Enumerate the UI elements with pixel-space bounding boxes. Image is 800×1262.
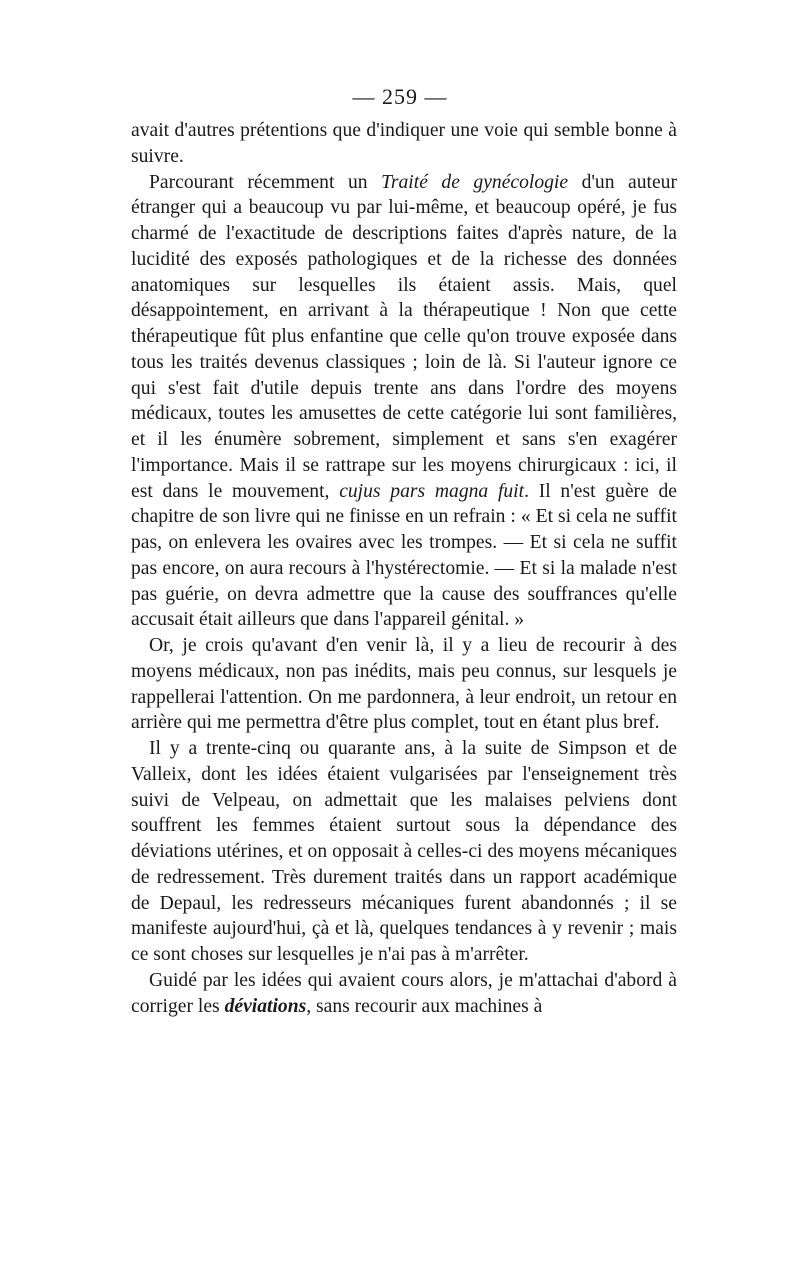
text-run: Guidé par les idées qui avaient cours alors, je m'attachai d'abord à corriger les — [131, 969, 677, 1017]
text-run: avait d'autres prétentions que d'indiquer une voie qui semble bonne à suivre. — [131, 120, 677, 167]
italic-latin-phrase: cujus pars magna fuit — [339, 480, 525, 502]
text-run: d'un auteur étranger qui a beaucoup vu par lui-même, et beaucoup opéré, je fus charmé de l'exactitude de descriptions faites d'après nature, de la lucidité des exposés pathologiques et de la richesse des données anatomiques sur lesquelles ils étaient assis. Mais, quel désappointement, en arrivant à la thérapeutique ! Non que cette thérapeutique fût plus enfantine que celle qu'on trouve exposée dans tous les traités devenus classiques ; loin de là. Si l'auteur ignore ce qui s'est fait d'utile depuis trente ans dans l'ordre des moyens médicaux, toutes les amusettes de cette catégorie lui sont familières, et il les énumère sobrement, simplement et sans s'en exagérer l'importance. Mais il se rattrape sur les moyens chirurgicaux : ici, il est dans le mouvement, — [131, 171, 677, 502]
text-run: , sans recourir aux machines à — [306, 995, 543, 1017]
text-run: Parcourant récemment un — [149, 171, 382, 193]
paragraph — [131, 736, 677, 968]
paragraph — [131, 170, 677, 634]
body-text — [131, 118, 677, 1019]
page-number: — 259 — — [352, 84, 448, 109]
paragraph — [131, 968, 677, 1020]
text-run: Il y a trente-cinq ou quarante ans, à la suite de Simpson et de Valleix, dont les idées étaient vulgarisées par l'enseignement très suivi de Velpeau, on admettait que les malaises pelviens dont souffrent les femmes étaient surtout sous la dépendance des déviations utérines, et on opposait à celles-ci des moyens mécaniques de redressement. Très durement traités dans un rapport académique de Depaul, les redresseurs mécaniques furent abandonnés ; il se manifeste aujourd'hui, çà et là, quelques tendances à y revenir ; mais ce sont choses sur lesquelles je n'ai pas à m'arrêter. — [131, 738, 677, 965]
italic-book-title: Traité de gynécologie — [381, 171, 569, 193]
paragraph — [131, 633, 677, 736]
emphasized-word: déviations — [224, 995, 307, 1017]
text-run: Or, je crois qu'avant d'en venir là, il y a lieu de recourir à des moyens médicaux, non pas inédits, mais peu connus, sur lesquels je rappellerai l'attention. On me pardonnera, à leur endroit, un retour en arrière qui me permettra d'être plus complet, tout en étant plus bref. — [131, 635, 677, 734]
paragraph — [131, 118, 677, 170]
text-run: . Il n'est guère de chapitre de son livre qui ne finisse en un refrain : « Et si cela ne suffit pas, on enlevera les ovaires avec les trompes. — Et si cela ne suffit pas encore, on aura recours à l'hystérectomie. — Et si la malade n'est pas guérie, on devra admettre que la cause des souffrances qu'elle accusait était ailleurs que dans l'appareil génital. » — [131, 480, 677, 631]
